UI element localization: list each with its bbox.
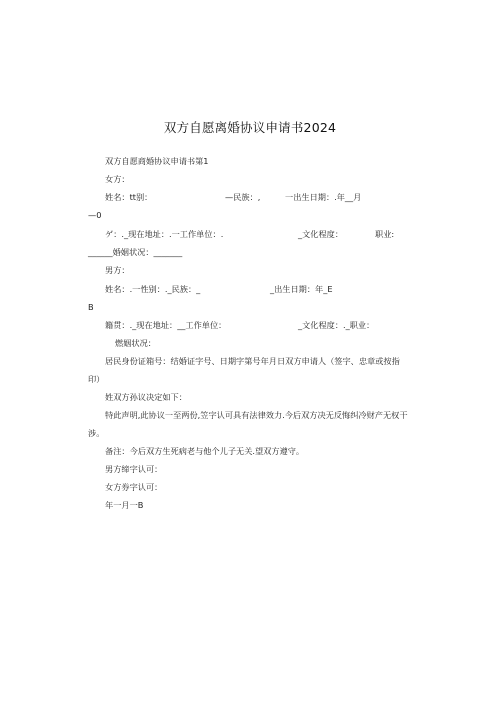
female-occupation: 职业: bbox=[375, 229, 395, 239]
statement: 特此声明,此协议一至两份,笠字认可具有法律效力.今后双方决无反悔纠冷财产无权干 bbox=[105, 410, 408, 420]
male-signature: 男方缔字认可： bbox=[105, 464, 163, 474]
statement-cont: 涉。 bbox=[88, 428, 105, 438]
female-address-work: ゲ：._现在地址：.一工作单位：. bbox=[105, 229, 224, 239]
male-native-address-work: 籍贯：._现在地址：__工作单位： bbox=[105, 320, 227, 330]
female-birthdate-cont: —0 bbox=[88, 210, 102, 220]
female-name-gender: 姓名：tt别： bbox=[105, 192, 153, 202]
female-birthdate: 一出生日期：.年__月 bbox=[285, 192, 362, 202]
female-label: 女方： bbox=[105, 174, 130, 184]
male-name-gender-ethnicity: 姓名：.一性别：._民族：_ bbox=[105, 284, 201, 294]
female-ethnicity: —民族：, bbox=[225, 192, 261, 202]
male-marital-status: 燃姻状况： bbox=[115, 338, 156, 348]
male-birthdate-cont: B bbox=[88, 302, 94, 312]
id-and-signature-line: 居民身份证箱号：结婚证字号、日期字第号年月日双方申请人（签字、忠章或按指 bbox=[105, 356, 400, 366]
female-education: _文化程度： bbox=[298, 229, 344, 239]
male-label: 男方： bbox=[105, 265, 130, 275]
document-title: 双方自愿离婚协议申请书2024 bbox=[163, 120, 337, 135]
note: 备注：今后双方生死病老与他个儿子无关.望双方遵守。 bbox=[105, 446, 305, 456]
signing-date: 年一月一B bbox=[105, 500, 144, 510]
female-signature: 女方券字认可： bbox=[105, 482, 163, 492]
agreement-intro: 姓双方孙议决定如下： bbox=[105, 392, 187, 402]
id-and-signature-line-cont: 印） bbox=[88, 374, 105, 384]
doc-heading: 双方自愿商婚协议申请书第1 bbox=[105, 156, 209, 166]
male-education-occupation: _文化程度：._职业： bbox=[298, 320, 375, 330]
female-marital-status: ______婚姻状况：_______ bbox=[88, 247, 183, 257]
male-birthdate: _出生日期：年_E bbox=[270, 284, 333, 294]
